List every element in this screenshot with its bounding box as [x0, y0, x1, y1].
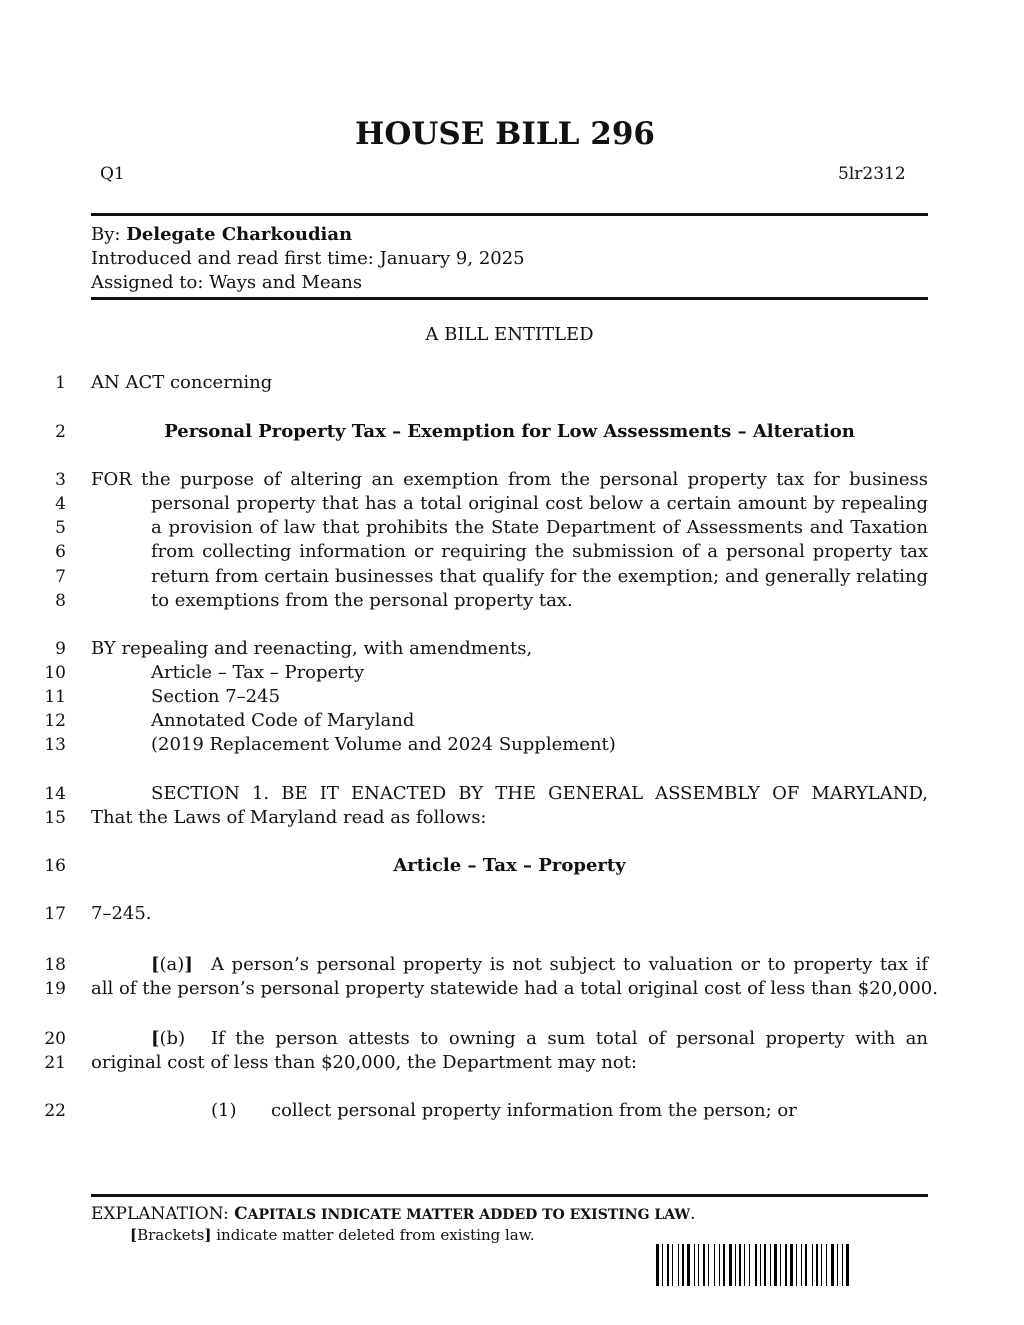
line-number: 8 — [55, 591, 66, 611]
sponsor-by-label: By: — [91, 224, 121, 245]
line-number: 22 — [44, 1101, 66, 1121]
bracket-close: ] — [184, 954, 193, 975]
explanation-line: EXPLANATION: CAPITALS INDICATE MATTER ADDED TO EXISTING LAW. — [91, 1204, 696, 1224]
line-number: 2 — [55, 422, 66, 442]
barcode-bar — [723, 1244, 725, 1286]
enacting-clause-cont: That the Laws of Maryland read as follows: — [91, 807, 487, 828]
barcode-bar — [831, 1244, 834, 1286]
subsection-b-text: If the person attests to owning a sum total of personal property with an — [211, 1028, 928, 1049]
line-number: 12 — [44, 711, 66, 731]
purpose-line: to exemptions from the personal property tax. — [151, 590, 573, 611]
bill-code-left: Q1 — [100, 164, 125, 184]
line-number: 7 — [55, 567, 66, 587]
barcode-bar — [826, 1244, 827, 1286]
line-number: 18 — [44, 955, 66, 975]
assigned-line: Assigned to: Ways and Means — [91, 272, 363, 293]
item-1-text: collect personal property information from the person; or — [271, 1100, 797, 1121]
line-number: 3 — [55, 470, 66, 490]
barcode-bar — [774, 1244, 777, 1286]
line-number: 4 — [55, 494, 66, 514]
brackets-explanation: [Brackets] indicate matter deleted from existing law. — [130, 1226, 535, 1244]
line-number: 6 — [55, 542, 66, 562]
barcode-bar — [735, 1244, 736, 1286]
barcode-bar — [672, 1244, 673, 1286]
barcode-bar — [790, 1244, 793, 1286]
barcode-bar — [744, 1244, 745, 1286]
barcode-bar — [755, 1244, 757, 1286]
barcode-bar — [656, 1244, 659, 1286]
subsection-a-text: A person’s personal property is not subject to valuation or to property tax if — [211, 954, 928, 975]
subsection-a-label: [(a)] — [151, 954, 193, 975]
explanation-label: EXPLANATION: — [91, 1204, 229, 1224]
line-number: 10 — [44, 663, 66, 683]
bracket-open: [ — [151, 1028, 160, 1049]
barcode-bar — [719, 1244, 720, 1286]
subsection-b-text-cont: original cost of less than $20,000, the Department may not: — [91, 1052, 638, 1073]
line-number: 20 — [44, 1029, 66, 1049]
barcode-bar — [708, 1244, 709, 1286]
bill-short-title: Personal Property Tax – Exemption for Low Assessments – Alteration — [164, 421, 855, 442]
item-1-label: (1) — [211, 1100, 237, 1121]
purpose-line: FOR the purpose of altering an exemption from the personal property tax for business — [91, 469, 928, 490]
amendment-intro: BY repealing and reenacting, with amendments, — [91, 638, 533, 659]
barcode-bar — [739, 1244, 741, 1286]
barcode-bar — [682, 1244, 684, 1286]
barcode-bar — [846, 1244, 849, 1286]
sponsor-line — [91, 224, 352, 245]
purpose-line: return from certain businesses that qualify for the exemption; and generally relating — [151, 566, 928, 587]
enacting-clause: SECTION 1. BE IT ENACTED BY THE GENERAL ASSEMBLY OF MARYLAND, — [151, 783, 928, 804]
purpose-line: personal property that has a total original cost below a certain amount by repealing — [151, 493, 928, 514]
line-number: 1 — [55, 373, 66, 393]
amendment-section: Section 7–245 — [151, 686, 281, 707]
line-number: 15 — [44, 808, 66, 828]
barcode-bar — [780, 1244, 781, 1286]
line-number: 16 — [44, 856, 66, 876]
purpose-line: a provision of law that prohibits the State Department of Assessments and Taxation — [151, 517, 928, 538]
line-number: 11 — [44, 687, 66, 707]
barcode-bar — [821, 1244, 822, 1286]
footer-rule — [91, 1194, 928, 1197]
barcode-bar — [837, 1244, 838, 1286]
section-number: 7–245. — [91, 903, 152, 924]
bracket-open: [ — [151, 954, 160, 975]
barcode-bar — [842, 1244, 843, 1286]
line-number: 17 — [44, 904, 66, 924]
barcode-bar — [816, 1244, 818, 1286]
subsection-a-text-cont: all of the person’s personal property statewide had a total original cost of less than $20,000. — [91, 978, 938, 999]
barcode-bar — [801, 1244, 802, 1286]
barcode-bar — [667, 1244, 669, 1286]
barcode-bar — [703, 1244, 705, 1286]
bill-code-right: 5lr2312 — [838, 164, 906, 184]
sponsor-name: Delegate Charkoudian — [126, 224, 353, 245]
barcode — [656, 1244, 906, 1286]
line-number: 14 — [44, 784, 66, 804]
amendment-volume: (2019 Replacement Volume and 2024 Supplement) — [151, 734, 616, 755]
line-number: 21 — [44, 1053, 66, 1073]
barcode-bar — [760, 1244, 761, 1286]
barcode-bar — [785, 1244, 787, 1286]
line-number: 9 — [55, 639, 66, 659]
purpose-line: from collecting information or requiring the submission of a personal property tax — [151, 541, 928, 562]
barcode-bar — [770, 1244, 771, 1286]
header-rule-bottom — [91, 297, 928, 300]
article-heading: Article – Tax – Property — [393, 855, 626, 876]
line-number: 19 — [44, 979, 66, 999]
barcode-bar — [764, 1244, 766, 1286]
barcode-bar — [714, 1244, 715, 1286]
amendment-article: Article – Tax – Property — [151, 662, 365, 683]
amendment-code: Annotated Code of Maryland — [151, 710, 415, 731]
barcode-bar — [796, 1244, 797, 1286]
barcode-bar — [729, 1244, 732, 1286]
barcode-bar — [687, 1244, 690, 1286]
barcode-bar — [678, 1244, 679, 1286]
barcode-bar — [662, 1244, 663, 1286]
barcode-bar — [805, 1244, 807, 1286]
line-number: 5 — [55, 518, 66, 538]
act-concerning: AN ACT concerning — [91, 372, 273, 393]
introduced-line: Introduced and read first time: January 9, 2025 — [91, 248, 525, 269]
barcode-bar — [812, 1244, 813, 1286]
barcode-bar — [698, 1244, 699, 1286]
header-rule-top — [91, 213, 928, 216]
subsection-b-label: [(b) — [151, 1028, 186, 1049]
bill-title: HOUSE BILL 296 — [355, 116, 655, 152]
line-number: 13 — [44, 735, 66, 755]
barcode-bar — [749, 1244, 750, 1286]
bill-entitled: A BILL ENTITLED — [425, 324, 594, 345]
barcode-bar — [694, 1244, 695, 1286]
